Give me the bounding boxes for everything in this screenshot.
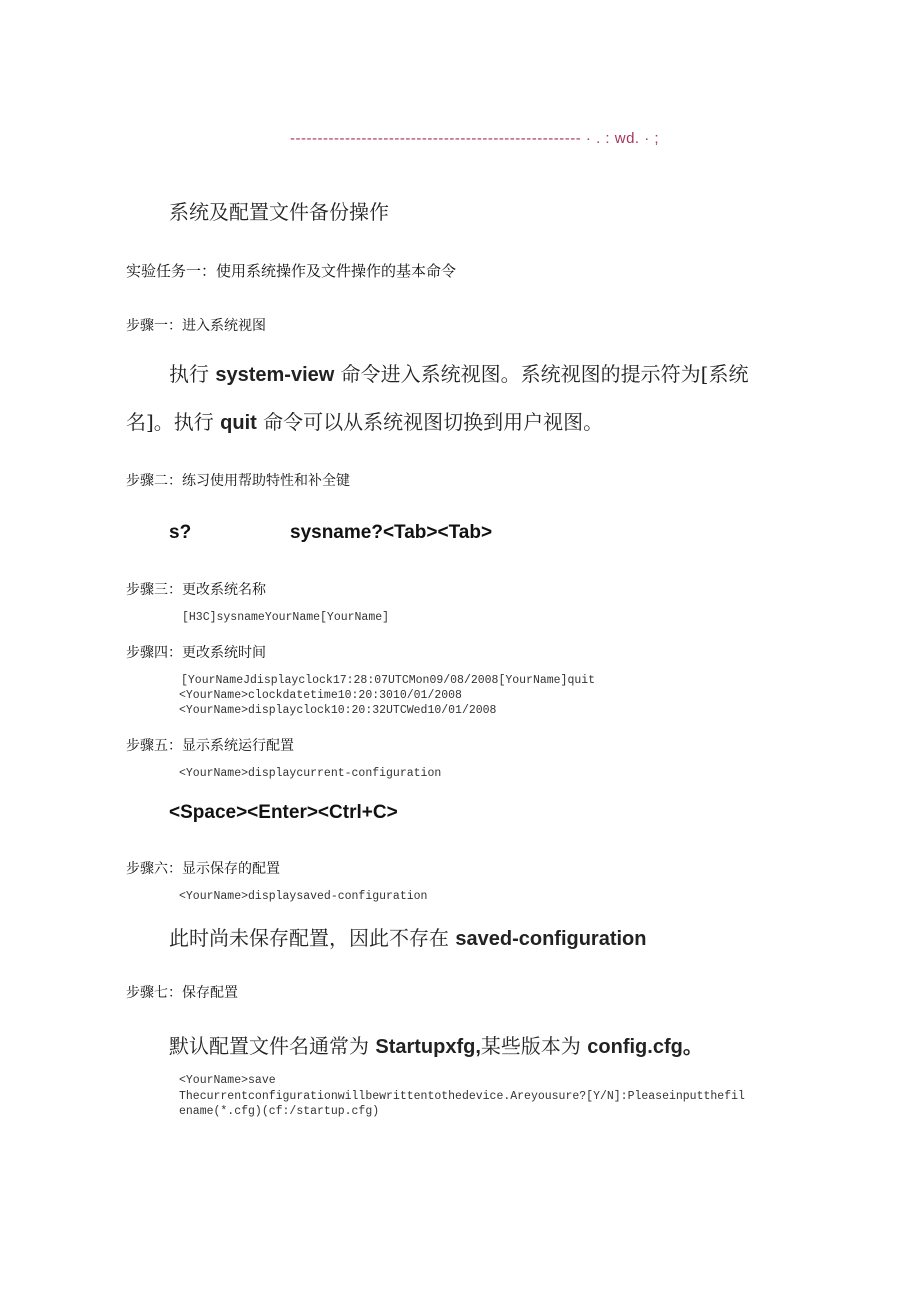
step7-code-line3: ename(*.cfg)(cf:/startup.cfg) (179, 1105, 380, 1118)
step4-code-line2: <YourName>clockdatetime10:20:3010/01/2008 (179, 689, 462, 702)
startup-file-name: Startupxfg, (375, 1036, 481, 1058)
step1-line1-post: 命令进入系统视图。系统视图的提示符为[系统 (334, 362, 749, 386)
step6-note (169, 922, 647, 951)
step7-note-mid: 某些版本为 (480, 1034, 588, 1058)
tab-completion: sysname?<Tab><Tab> (290, 522, 493, 543)
task-heading: 实验任务一：使用系统操作及文件操作的基本命令 (126, 262, 457, 280)
step7-note (169, 1030, 703, 1059)
document-title: 系统及配置文件备份操作 (169, 200, 389, 224)
step3-code: [H3C]sysnameYourName[YourName] (182, 611, 390, 624)
step1-paragraph-line1 (169, 358, 749, 387)
step4-code-line3: <YourName>displayclock10:20:32UTCWed10/01/2008 (179, 704, 497, 717)
system-view-command: system-view (215, 364, 335, 386)
step6-note-text: 此时尚未保存配置，因此不存在 (169, 926, 456, 950)
step1-paragraph-line2 (126, 406, 603, 435)
step5-label: 步骤五：显示系统运行配置 (126, 738, 294, 754)
saved-configuration-command: saved-configuration (455, 928, 647, 950)
quit-command: quit (220, 412, 257, 434)
step1-line2-post: 命令可以从系统视图切换到用户视图。 (256, 410, 604, 434)
step7-label: 步骤七：保存配置 (126, 985, 238, 1001)
step7-code-line2: Thecurrentconfigurationwillbewrittentothedevice.Areyousure?[Y/N]:Pleaseinputthefil (179, 1090, 745, 1103)
step1-label: 步骤一：进入系统视图 (126, 318, 266, 334)
step1-line1-pre: 执行 (169, 362, 216, 386)
config-file-name: config.cfg。 (587, 1036, 703, 1058)
step6-code: <YourName>displaysaved-configuration (179, 890, 428, 903)
step7-note-pre: 默认配置文件名通常为 (169, 1034, 376, 1058)
step5-code: <YourName>displaycurrent-configuration (179, 767, 442, 780)
step7-code-line1: <YourName>save (179, 1074, 276, 1087)
key-sequence: <Space><Enter><Ctrl+C> (169, 802, 398, 823)
step1-line2-pre: 名]。执行 (126, 410, 221, 434)
step3-label: 步骤三：更改系统名称 (126, 582, 266, 598)
step2-label: 步骤二：练习使用帮助特性和补全键 (126, 473, 350, 489)
help-query: s? (169, 522, 192, 543)
page-header: ----------------------------------------------------- · . : wd. · ; (290, 130, 660, 147)
step4-label: 步骤四：更改系统时间 (126, 645, 266, 661)
step6-label: 步骤六：显示保存的配置 (126, 861, 280, 877)
step4-code-line1: [YourNameJdisplayclock17:28:07UTCMon09/08/2008[YourName]quit (181, 674, 596, 687)
